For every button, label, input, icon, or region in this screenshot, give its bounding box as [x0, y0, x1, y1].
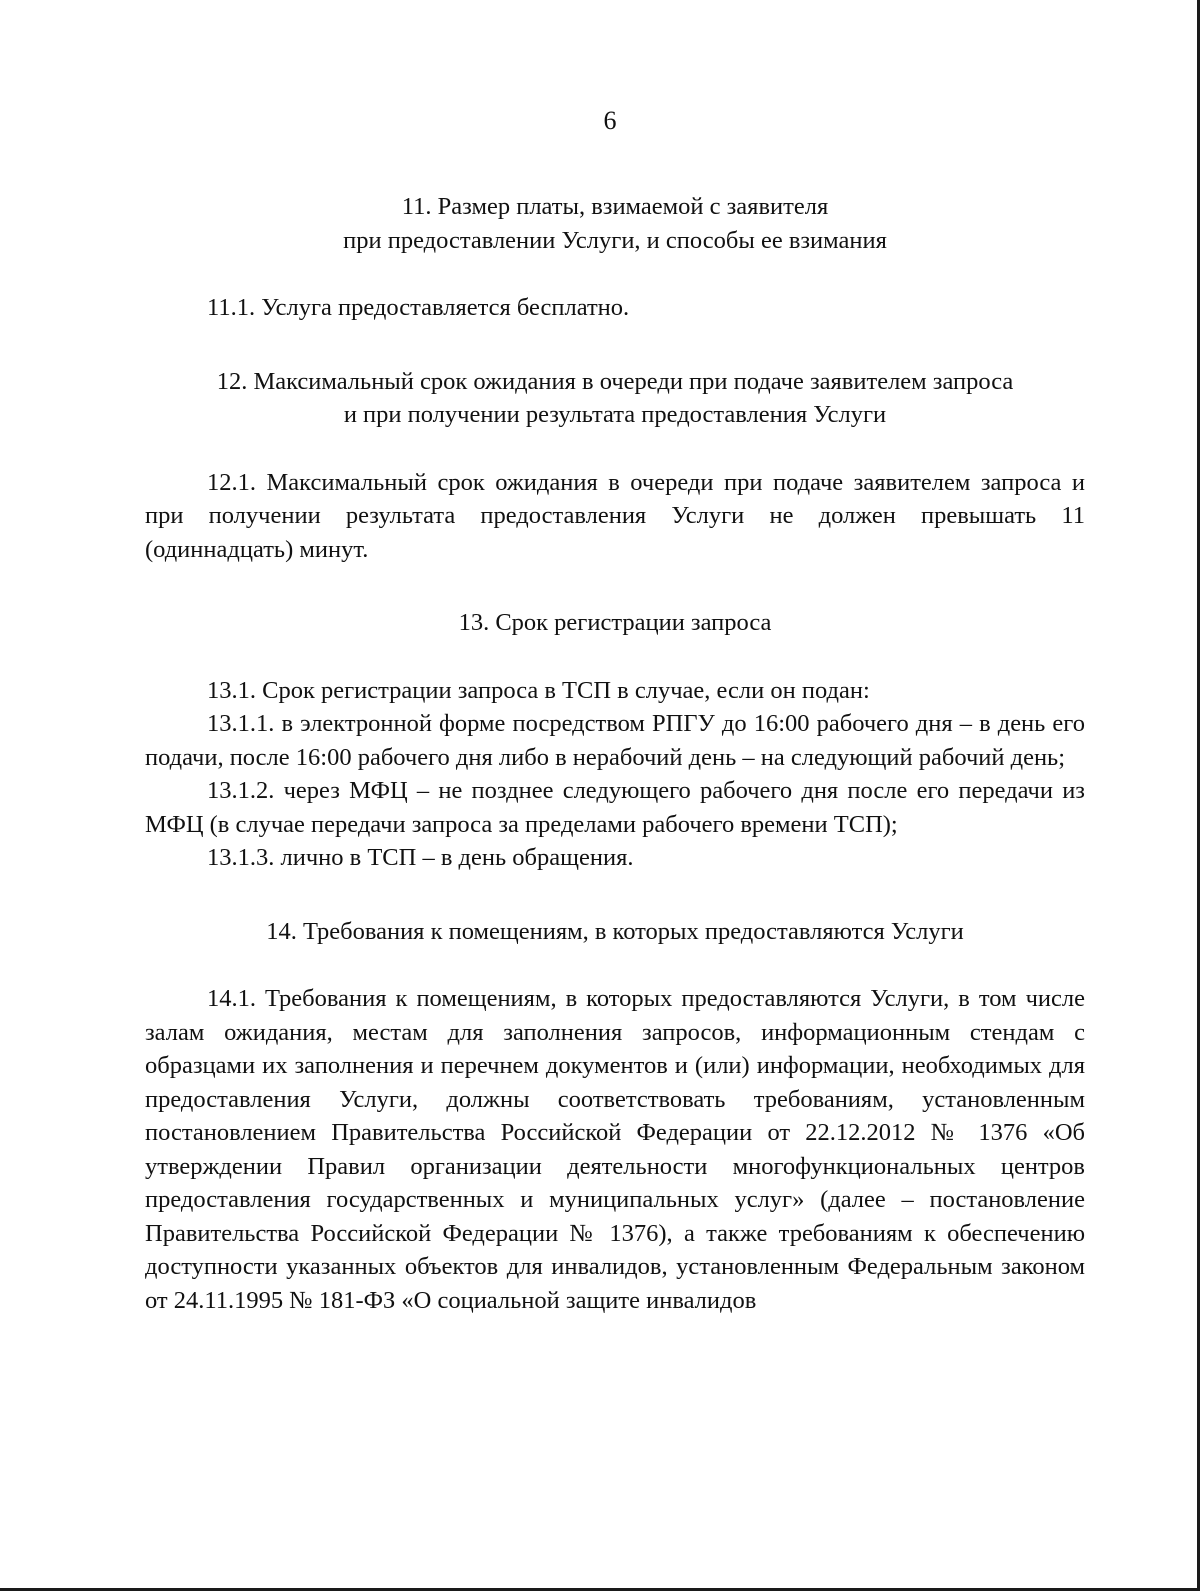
paragraph-13-1-3: 13.1.3. лично в ТСП – в день обращения. [207, 844, 634, 871]
document-body [145, 190, 1085, 1317]
paragraph-12-1: 12.1. Максимальный срок ожидания в очереди при подаче заявителем запроса и при получении результата предоставления Услуги не должен превышать 11 (одиннадцать) минут. [145, 468, 1085, 563]
section-13-heading [145, 606, 1085, 640]
section-14-heading-text: 14. Требования к помещениям, в которых предоставляются Услуги [266, 917, 964, 945]
paragraph-14-1: 14.1. Требования к помещениям, в которых предоставляются Услуги, в том числе залам ожидания, местам для заполнения запросов, информационным стендам с образцами их заполнения и перечнем документов и (или) информации, необходимых для предоставления Услуги, должны соответствовать требованиям, установленным постановлением Правительства Российской Федерации от 22.12.2012 № 1376 «Об утверждении Правил организации деятельности многофункциональных центров предоставления государственных и муниципальных услуг» (далее – постановление Правительства Российской Федерации № 1376), а также требованиям к обеспечению доступности указанных объектов для инвалидов, установленным Федеральным законом от 24.11.1995 № 181-ФЗ «О социальной защите инвалидов [145, 985, 1085, 1314]
section-13-heading-text: 13. Срок регистрации запроса [458, 609, 772, 636]
paragraph-11-1: 11.1. Услуга предоставляется бесплатно. [207, 294, 630, 321]
paragraph-13-1: 13.1. Срок регистрации запроса в ТСП в случае, если он подан: [207, 676, 870, 704]
section-11-heading-line-2: при предоставлении Услуги, и способы ее взимания [343, 226, 887, 254]
section-11-heading-line-1: 11. Размер платы, взимаемой с заявителя [401, 193, 829, 220]
paragraph-13-1-2: 13.1.2. через МФЦ – не позднее следующего рабочего дня после его передачи из МФЦ (в случае передачи запроса за пределами рабочего времени ТСП); [145, 777, 1085, 838]
paragraph-13-1-1: 13.1.1. в электронной форме посредством РПГУ до 16:00 рабочего дня – в день его подачи, после 16:00 рабочего дня либо в нерабочий день – на следующий рабочий день; [145, 710, 1085, 771]
section-11-heading [145, 190, 1085, 257]
section-14-heading [145, 915, 1085, 949]
section-12-heading-line-1: 12. Максимальный срок ожидания в очереди при подаче заявителем запроса [216, 367, 1014, 395]
section-12-heading-line-2: и при получении результата предоставления Услуги [343, 401, 887, 428]
page-number: 6 [603, 106, 617, 135]
section-12-heading [145, 365, 1085, 432]
